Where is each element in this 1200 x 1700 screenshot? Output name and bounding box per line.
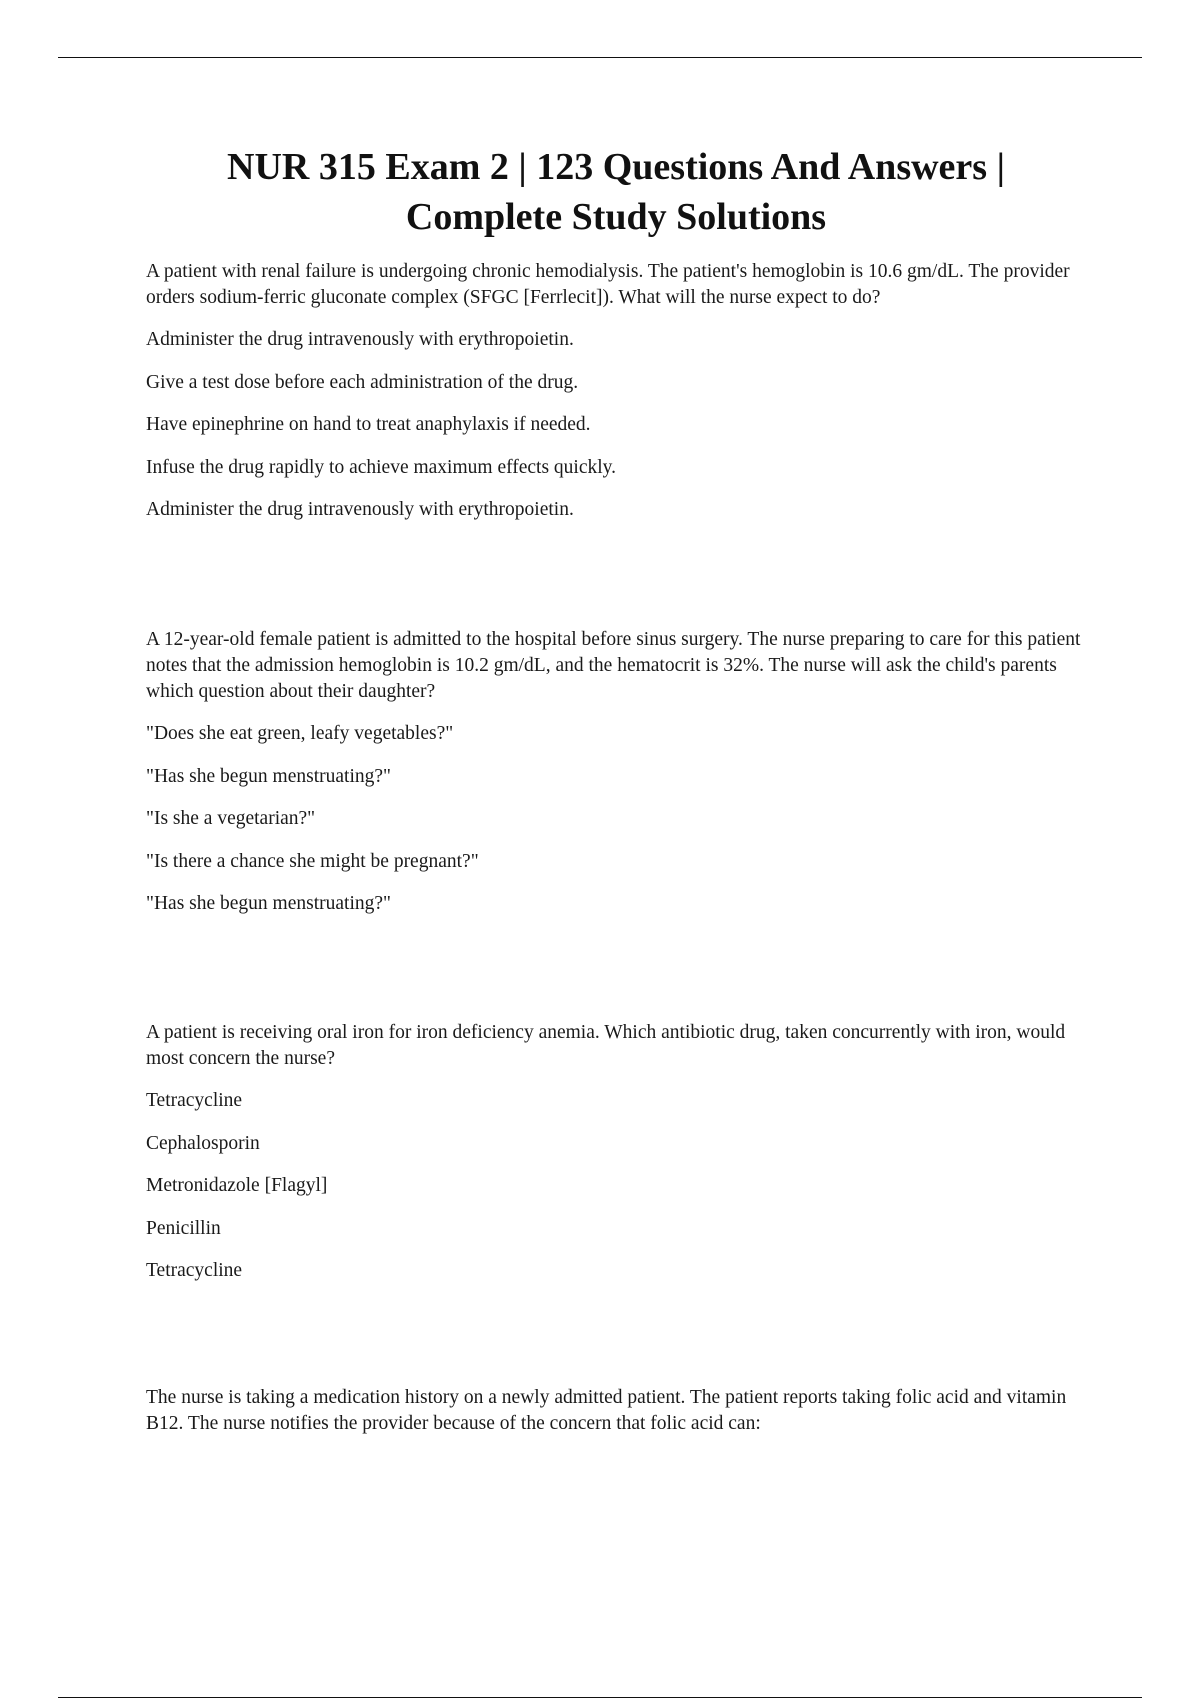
answer-option: "Has she begun menstruating?" bbox=[146, 765, 391, 787]
answer-option: "Is there a chance she might be pregnant?" bbox=[146, 850, 479, 872]
question-1 bbox=[146, 259, 1086, 524]
correct-answer: Administer the drug intravenously with erythropoietin. bbox=[146, 499, 574, 520]
answer-option: "Is she a vegetarian?" bbox=[146, 808, 316, 829]
question-2 bbox=[146, 627, 1086, 918]
answer-option: Penicillin bbox=[146, 1217, 221, 1239]
page-title: NUR 315 Exam 2 | 123 Questions And Answers | Complete Study Solutions bbox=[227, 146, 1005, 238]
answer-option: Infuse the drug rapidly to achieve maximum effects quickly. bbox=[146, 456, 617, 478]
top-rule bbox=[58, 57, 1142, 58]
question-text: A patient with renal failure is undergoing chronic hemodialysis. The patient's hemoglobin is 10.6 gm/dL. The provider orders sodium-ferric gluconate complex (SFGC [Ferrlecit]). What will the nurse expect to do? bbox=[146, 261, 1070, 308]
answer-option: Have epinephrine on hand to treat anaphylaxis if needed. bbox=[146, 414, 591, 435]
correct-answer: Tetracycline bbox=[146, 1260, 243, 1281]
answer-option: "Does she eat green, leafy vegetables?" bbox=[146, 723, 454, 744]
answer-option: Give a test dose before each administration of the drug. bbox=[146, 371, 579, 393]
answer-option: Tetracycline bbox=[146, 1090, 243, 1111]
question-4 bbox=[146, 1385, 1086, 1437]
correct-answer: "Has she begun menstruating?" bbox=[146, 893, 391, 914]
question-text: The nurse is taking a medication history on a newly admitted patient. The patient reports taking folic acid and vitamin B12. The nurse notifies the provider because of the concern that folic acid can: bbox=[146, 1387, 1067, 1434]
question-text: A 12-year-old female patient is admitted to the hospital before sinus surgery. The nurse preparing to care for this patient notes that the admission hemoglobin is 10.2 gm/dL, and the hematocrit is 32%. The nurse will ask the child's parents which question about their daughter? bbox=[146, 629, 1081, 702]
bottom-rule bbox=[58, 1697, 1142, 1698]
answer-option: Administer the drug intravenously with erythropoietin. bbox=[146, 329, 574, 350]
question-3 bbox=[146, 1020, 1086, 1285]
answer-option: Cephalosporin bbox=[146, 1132, 260, 1154]
question-text: A patient is receiving oral iron for iron deficiency anemia. Which antibiotic drug, taken concurrently with iron, would most concern the nurse? bbox=[146, 1022, 1066, 1069]
answer-option: Metronidazole [Flagyl] bbox=[146, 1175, 328, 1196]
